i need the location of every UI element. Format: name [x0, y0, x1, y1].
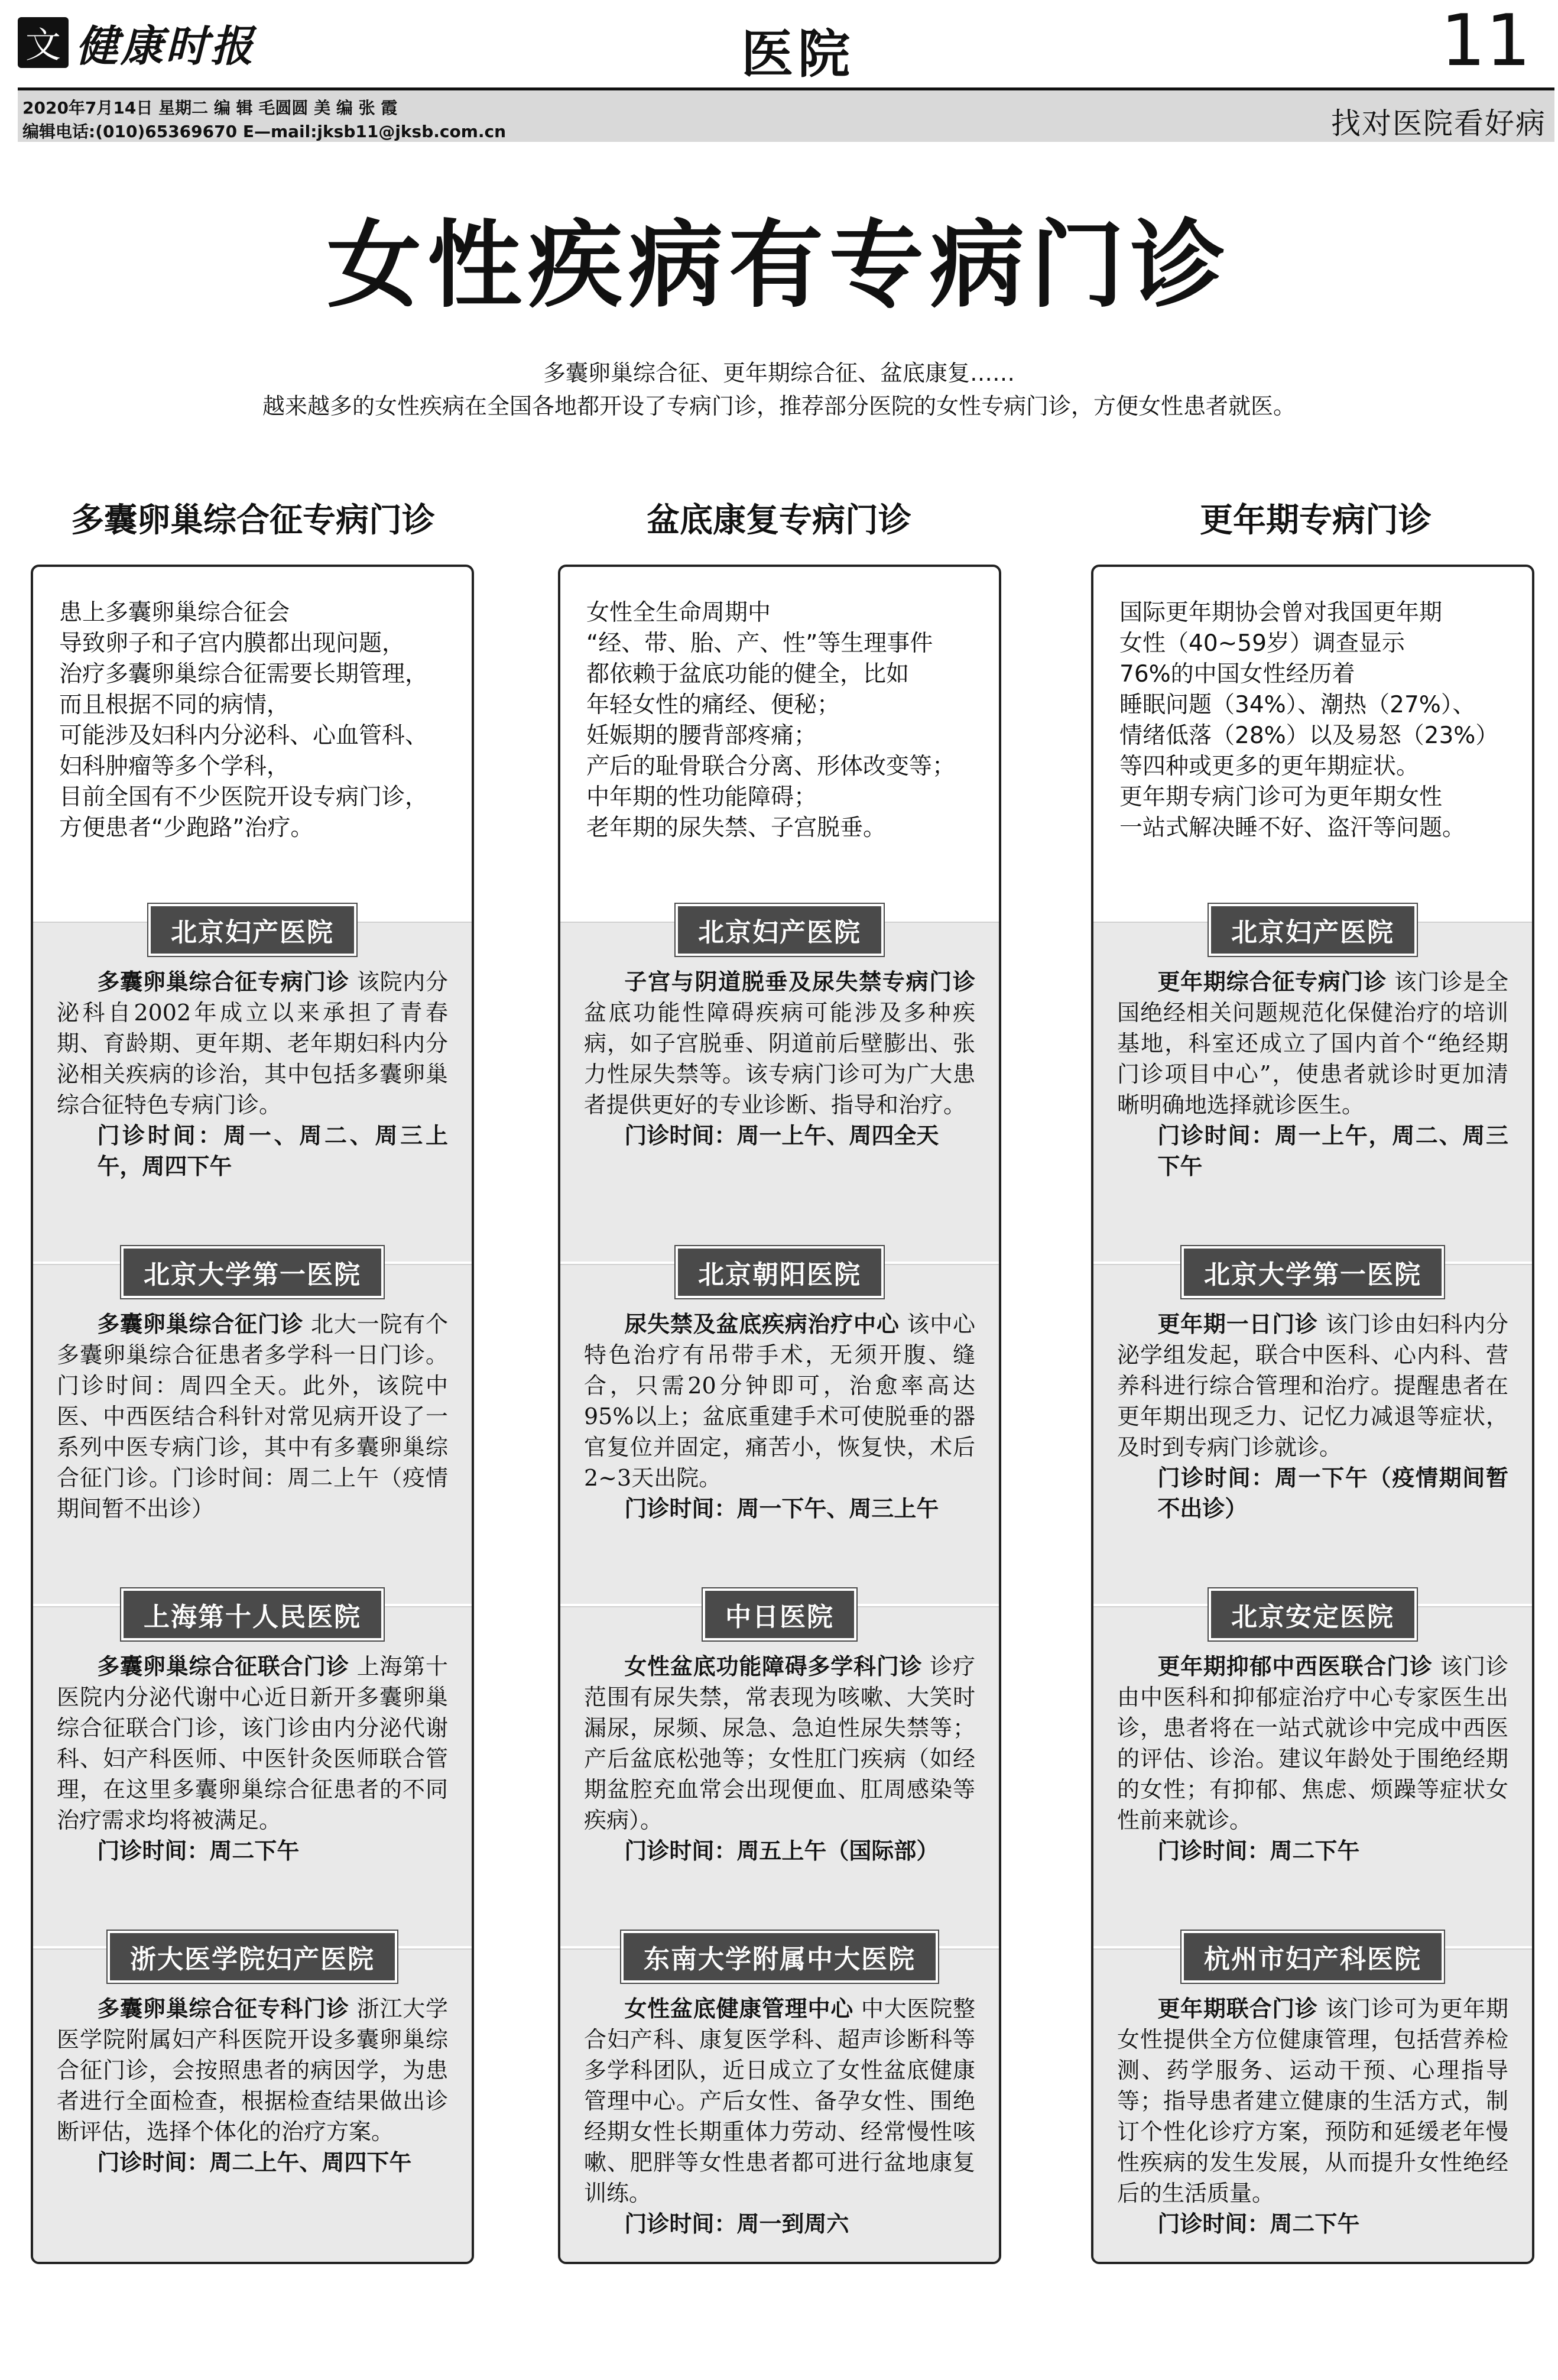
intro-text-line: 国际更年期协会曾对我国更年期 — [1119, 599, 1443, 626]
intro-text-line: 更年期专病门诊可为更年期女性 — [1119, 784, 1443, 810]
hospital-name-badge: 北京朝阳医院 — [676, 1246, 884, 1298]
clinic-name: 子宫与阴道脱垂及尿失禁专病门诊 — [624, 969, 975, 995]
hospital-name-badge: 北京安定医院 — [1209, 1588, 1417, 1640]
hospital-name-badge: 北京妇产医院 — [148, 904, 356, 956]
intro-text-line: 都依赖于盆底功能的健全，比如 — [586, 661, 910, 688]
hospital-entry — [1093, 1260, 1532, 1604]
hospital-name-badge: 浙大医学院妇产医院 — [108, 1931, 397, 1983]
clinic-name: 多囊卵巢综合征联合门诊 — [97, 1653, 349, 1679]
column-heading-pcos: 多囊卵巢综合征专病门诊 — [71, 501, 435, 540]
intro-text-line: 中年期的性功能障碍； — [586, 784, 817, 810]
clinic-text: 该门诊由妇科内分泌学组发起，联合中医科、心内科、营养科进行综合管理和治疗。提醒患者在更年期出现乏力、记忆力减退等症状，及时到专病门诊就诊。 — [1117, 1311, 1508, 1460]
hospital-entry — [560, 1944, 999, 2264]
clinic-hours: 门诊时间：周五上午（国际部） — [624, 1838, 939, 1864]
clinic-name: 女性盆底健康管理中心 — [624, 1996, 854, 2022]
clinic-hours: 门诊时间：周一、周二、周三上午，周四下午 — [97, 1123, 448, 1179]
hospital-entry — [560, 917, 999, 1262]
column-heading-menopause: 更年期专病门诊 — [1200, 501, 1432, 540]
hospital-name-badge: 东南大学附属中大医院 — [621, 1931, 938, 1983]
intro-text-line: 女性（40~59岁）调查显示 — [1119, 630, 1405, 657]
hospital-name-badge: 北京妇产医院 — [676, 904, 884, 956]
column-intro — [560, 567, 999, 922]
clinic-name: 更年期抑郁中西医联合门诊 — [1157, 1653, 1433, 1679]
intro-text-line: 老年期的尿失禁、子宫脱垂。 — [586, 815, 887, 841]
clinic-name: 女性盆底功能障碍多学科门诊 — [624, 1653, 923, 1679]
clinic-text: 该门诊可为更年期女性提供全方位健康管理，包括营养检测、药学服务、运动干预、心理指导等；指导患者建立健康的生活方式，制订个性化诊疗方案，预防和延缓老年慢性疾病的发生发展，从而提升女性绝经后的生活质量。 — [1117, 1996, 1508, 2206]
intro-text-line: 可能涉及妇科内分泌科、心血管科、 — [59, 722, 429, 749]
clinic-name: 多囊卵巢综合征门诊 — [97, 1311, 304, 1337]
clinic-text: 诊疗范围有尿失禁，常表现为咳嗽、大笑时漏尿，尿频、尿急、急迫性尿失禁等；产后盆底松弛等；女性肛门疾病（如经期盆腔充血常会出现便血、肛周感染等疾病）。 — [584, 1653, 975, 1833]
section-slogan: 找对医院看好病 — [1331, 106, 1546, 141]
clinic-text: 盆底功能性障碍疾病可能涉及多种疾病，如子宫脱垂、阴道前后壁膨出、张力性尿失禁等。该专病门诊可为广大患者提供更好的专业诊断、指导和治疗。 — [584, 1000, 975, 1118]
hospital-entry — [560, 1260, 999, 1604]
hospital-entry — [1093, 917, 1532, 1262]
info-bar — [18, 87, 1554, 142]
clinic-text: 中大医院整合妇产科、康复医学科、超声诊断科等多学科团队，近日成立了女性盆底健康管理中心。产后女性、备孕女性、围绝经期女性长期重体力劳动、经常慢性咳嗽、肥胖等女性患者都可进行盆地康复训练。 — [584, 1996, 975, 2206]
hospital-description — [584, 967, 975, 1151]
clinic-name: 尿失禁及盆底疾病治疗中心 — [624, 1311, 900, 1337]
intro-text-line: 一站式解决睡不好、盗汗等问题。 — [1119, 815, 1466, 841]
hospital-description — [1117, 1309, 1508, 1524]
intro-text-line: 妊娠期的腰背部疼痛； — [586, 722, 817, 749]
hospital-description — [1117, 967, 1508, 1182]
newspaper-name: 健康时报 — [76, 21, 256, 71]
clinic-hours: 门诊时间：周二上午、周四下午 — [97, 2149, 412, 2175]
hospital-entry — [33, 1260, 472, 1604]
column-menopause — [1091, 565, 1534, 2264]
intro-text-line: 导致卵子和子宫内膜都出现问题， — [59, 630, 405, 657]
intro-text-line: 女性全生命周期中 — [586, 599, 771, 626]
section-title: 医院 — [741, 23, 855, 85]
intro-text-line: 产后的耻骨联合分离、形体改变等； — [586, 753, 956, 780]
intro-text-line: 情绪低落（28%）以及易怒（23%） — [1119, 722, 1499, 749]
clinic-hours: 门诊时间：周二下午 — [1157, 2211, 1360, 2237]
column-pelvic — [558, 565, 1001, 2264]
column-heading-pelvic: 盆底康复专病门诊 — [647, 501, 911, 540]
intro-text-line: 76%的中国女性经历着 — [1119, 661, 1355, 688]
hospital-description — [1117, 1993, 1508, 2239]
hospital-name-badge: 北京大学第一医院 — [121, 1246, 384, 1298]
hospital-description — [584, 1309, 975, 1524]
hospital-description — [57, 1993, 448, 2178]
clinic-text: 该门诊是全国绝经相关问题规范化保健治疗的培训基地，科室还成立了国内首个“绝经期门诊项目中心”，使患者就诊时更加清晰明确地选择就诊医生。 — [1117, 969, 1508, 1118]
hospital-name-badge: 北京大学第一医院 — [1182, 1246, 1444, 1298]
clinic-text: 浙江大学医学院附属妇产科医院开设多囊卵巢综合征门诊，会按照患者的病因学，为患者进行全面检查，根据检查结果做出诊断评估，选择个体化的治疗方案。 — [57, 1996, 448, 2145]
intro-text-line: 方便患者“少跑路”治疗。 — [59, 815, 314, 841]
clinic-text: 北大一院有个多囊卵巢综合征患者多学科一日门诊。门诊时间：周四全天。此外，该院中医、中西医结合科针对常见病开设了一系列中医专病门诊，其中有多囊卵巢综合征门诊。门诊时间：周二上午（疫情期间暂不出诊） — [57, 1311, 448, 1522]
column-intro — [33, 567, 472, 922]
hospital-name-badge: 上海第十人民医院 — [121, 1588, 384, 1640]
hospital-description — [57, 1651, 448, 1866]
clinic-text: 该门诊由中医科和抑郁症治疗中心专家医生出诊，患者将在一站式就诊中完成中西医的评估、诊治。建议年龄处于围绝经期的女性；有抑郁、焦虑、烦躁等症状女性前来就诊。 — [1117, 1653, 1508, 1833]
clinic-hours: 门诊时间：周二下午 — [97, 1838, 300, 1864]
hospital-description — [584, 1651, 975, 1866]
page-number: 11 — [1440, 0, 1531, 82]
intro-text-line: 睡眠问题（34%）、潮热（27%）、 — [1119, 692, 1476, 718]
clinic-name: 更年期一日门诊 — [1157, 1311, 1318, 1337]
clinic-name: 更年期综合征专病门诊 — [1157, 969, 1387, 995]
clinic-text: 该院内分泌科自2002年成立以来承担了青春期、育龄期、更年期、老年期妇科内分泌相关疾病的诊治，其中包括多囊卵巢综合征特色专病门诊。 — [57, 969, 448, 1118]
hospital-description — [57, 1309, 448, 1524]
newspaper-logo — [18, 13, 255, 72]
article-title: 女性疾病有专病门诊 — [326, 209, 1231, 320]
hospital-description — [57, 967, 448, 1182]
editor-contact: 编辑电话:(010)65369670 E—mail:jksb11@jksb.com.cn — [22, 122, 507, 141]
logo-icon: 文 — [18, 17, 69, 68]
clinic-hours: 门诊时间：周一下午（疫情期间暂不出诊） — [1157, 1465, 1508, 1522]
intro-text-line: 治疗多囊卵巢综合征需要长期管理， — [59, 661, 429, 688]
hospital-entry — [33, 917, 472, 1262]
intro-text-line: 目前全国有不少医院开设专病门诊， — [59, 784, 429, 810]
intro-text-line: 妇科肿瘤等多个学科， — [59, 753, 290, 780]
masthead — [18, 0, 1554, 83]
intro-line-1: 多囊卵巢综合征、更年期综合征、盆底康复…… — [543, 360, 1015, 386]
hospital-name-badge: 北京妇产医院 — [1209, 904, 1417, 956]
intro-text-line: 而且根据不同的病情， — [59, 692, 290, 718]
clinic-name: 更年期联合门诊 — [1157, 1996, 1318, 2022]
intro-text-line: “经、带、胎、产、性”等生理事件 — [586, 630, 933, 657]
hospital-entry — [33, 1602, 472, 1946]
clinic-text: 该中心特色治疗有吊带手术，无须开腹、缝合，只需20分钟即可，治愈率高达95%以上；盆底重建手术可使脱垂的器官复位并固定，痛苦小，恢复快，术后2~3天出院。 — [584, 1311, 975, 1491]
column-intro — [1093, 567, 1532, 922]
intro-text-line: 患上多囊卵巢综合征会 — [59, 599, 290, 626]
hospital-entry — [33, 1944, 472, 2264]
hospital-description — [1117, 1651, 1508, 1866]
clinic-hours: 门诊时间：周二下午 — [1157, 1838, 1360, 1864]
intro-text-line: 年轻女性的痛经、便秘； — [586, 692, 840, 718]
clinic-hours: 门诊时间：周一上午、周四全天 — [624, 1123, 939, 1149]
hospital-description — [584, 1993, 975, 2239]
column-pcos — [31, 565, 474, 2264]
hospital-entry — [560, 1602, 999, 1946]
hospital-name-badge: 杭州市妇产科医院 — [1182, 1931, 1444, 1983]
clinic-hours: 门诊时间：周一到周六 — [624, 2211, 849, 2237]
clinic-text: 上海第十医院内分泌代谢中心近日新开多囊卵巢综合征联合门诊，该门诊由内分泌代谢科、妇产科医师、中医针灸医师联合管理，在这里多囊卵巢综合征患者的不同治疗需求均将被满足。 — [57, 1653, 448, 1833]
issue-date-editors: 2020年7月14日 星期二 编 辑 毛圆圆 美 编 张 霞 — [22, 98, 398, 118]
clinic-name: 多囊卵巢综合征专科门诊 — [97, 1996, 349, 2022]
hospital-name-badge: 中日医院 — [703, 1588, 856, 1640]
hospital-entry — [1093, 1602, 1532, 1946]
hospital-entry — [1093, 1944, 1532, 2264]
clinic-hours: 门诊时间：周一下午、周三上午 — [624, 1496, 939, 1522]
clinic-hours: 门诊时间：周一上午，周二、周三下午 — [1157, 1123, 1508, 1179]
clinic-name: 多囊卵巢综合征专病门诊 — [97, 969, 349, 995]
intro-line-2: 越来越多的女性疾病在全国各地都开设了专病门诊，推荐部分医院的女性专病门诊，方便女性患者就医。 — [262, 393, 1296, 419]
intro-text-line: 等四种或更多的更年期症状。 — [1119, 753, 1420, 780]
